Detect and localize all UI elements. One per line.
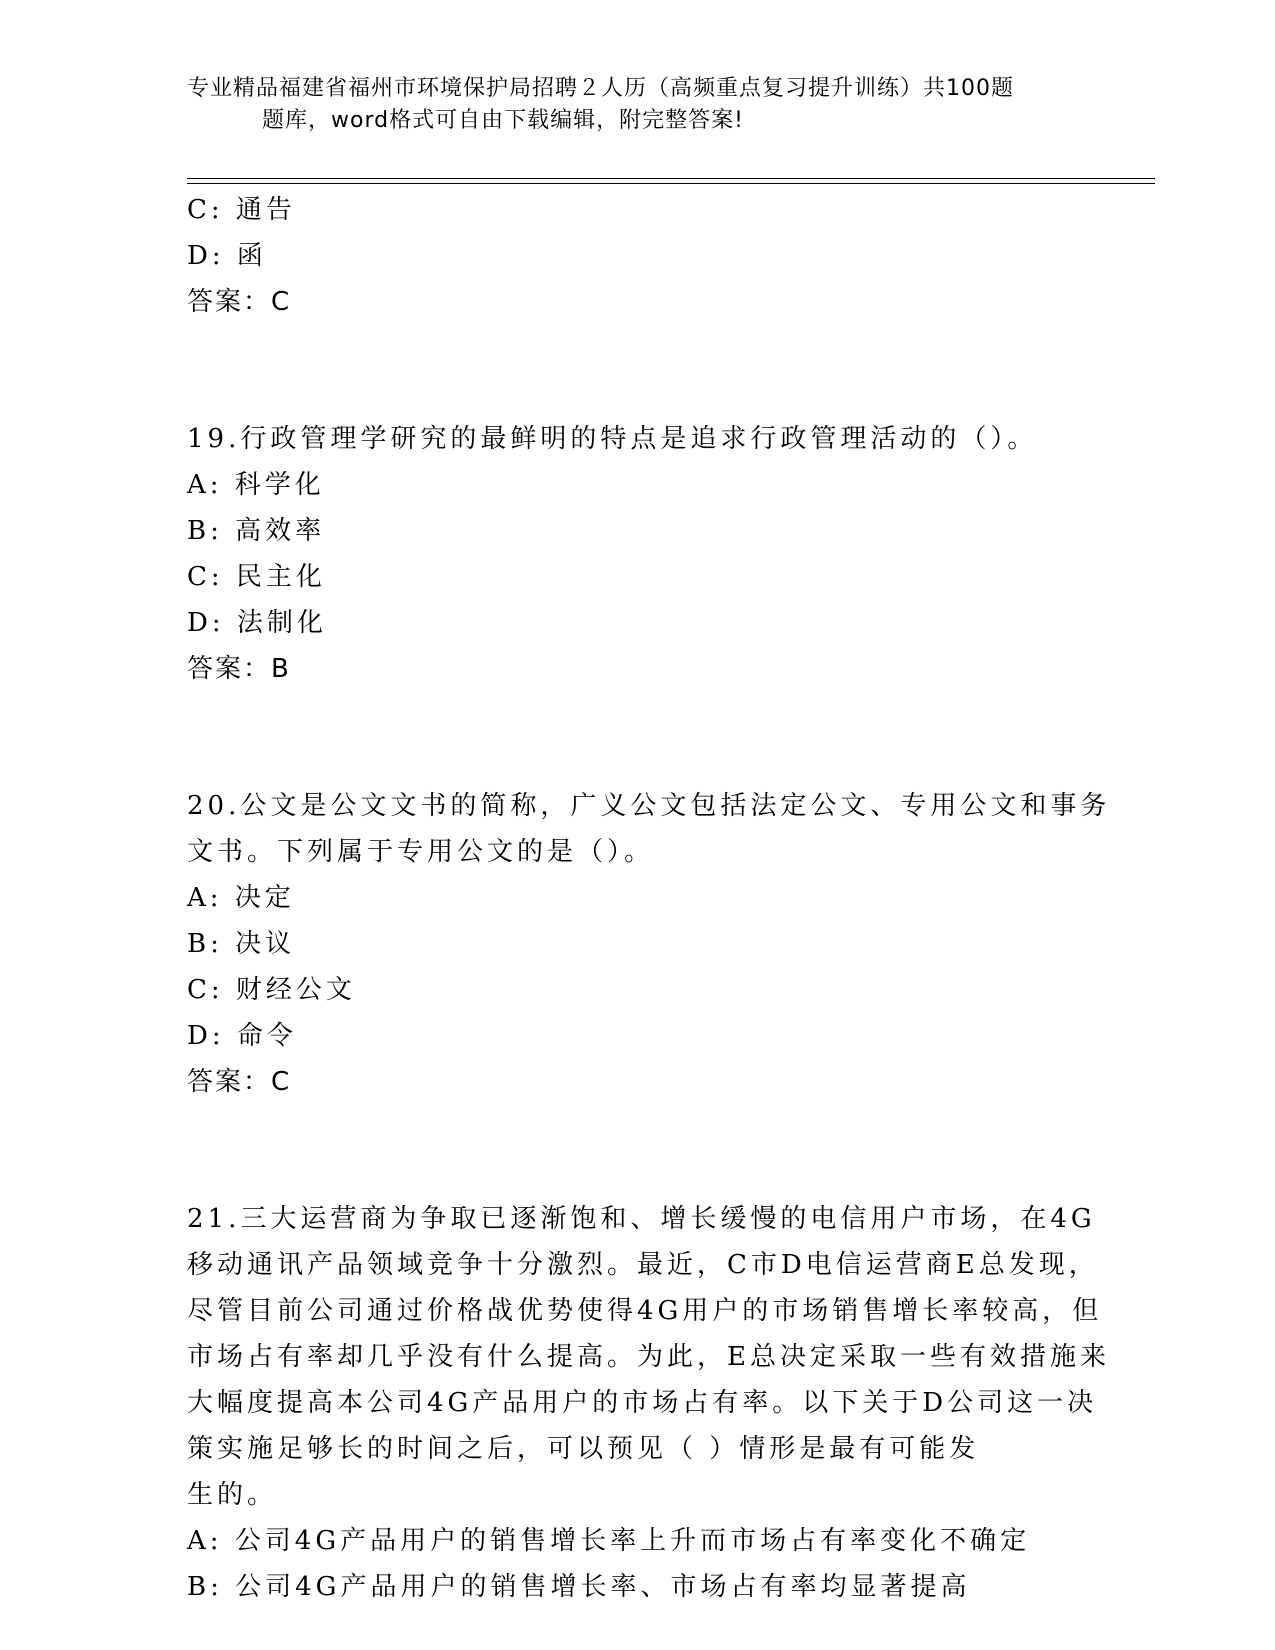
- question-stem: 尽管目前公司通过价格战优势使得4G用户的市场销售增长率较高，但: [187, 1296, 1103, 1326]
- question-stem: 19.行政管理学研究的最鲜明的特点是追求行政管理活动的（）。: [187, 424, 1038, 454]
- header-rule-thick: [187, 178, 1155, 179]
- question-18-tail: [187, 187, 1087, 325]
- header-rule-thin: [187, 183, 1155, 184]
- spacer: [187, 1105, 1087, 1196]
- document-header: [187, 73, 1087, 137]
- question-stem: 文书。下列属于专用公文的是（）。: [187, 837, 655, 867]
- answer: 答案：B: [187, 654, 291, 684]
- header-title-line-1: 专业精品福建省福州市环境保护局招聘２人历（高频重点复习提升训练）共100题: [187, 76, 1014, 101]
- option-b: B: 决议: [187, 929, 296, 959]
- question-stem: 生的。: [187, 1480, 278, 1510]
- question-stem: 市场占有率却几乎没有什么提高。为此，E总决定采取一些有效措施来: [187, 1342, 1110, 1372]
- option-a: A: 科学化: [187, 470, 325, 500]
- option-c: C: 民主化: [187, 562, 326, 592]
- question-stem: 21.三大运营商为争取已逐渐饱和、增长缓慢的电信用户市场，在4G: [187, 1204, 1096, 1234]
- question-stem: 大幅度提高本公司4G产品用户的市场占有率。以下关于D公司这一决: [187, 1388, 1098, 1418]
- option-d: D: 法制化: [187, 608, 327, 638]
- question-stem: 移动通讯产品领域竞争十分激烈。最近，C市D电信运营商E总发现，: [187, 1250, 1099, 1280]
- answer: 答案：C: [187, 1067, 292, 1097]
- option-a: A: 公司4G产品用户的销售增长率上升而市场占有率变化不确定: [187, 1526, 1031, 1556]
- question-stem: 20.公文是公文文书的简称，广义公文包括法定公文、专用公文和事务: [187, 791, 1111, 821]
- document-body: [187, 187, 1111, 1610]
- option-c: C: 财经公文: [187, 975, 356, 1005]
- question-stem: 策实施足够长的时间之后，可以预见（ ）情形是最有可能发: [187, 1434, 980, 1464]
- option-a: A: 决定: [187, 883, 295, 913]
- question-20: [187, 783, 1111, 1105]
- option-d: D: 函: [187, 241, 267, 271]
- question-19: [187, 416, 1087, 692]
- answer: 答案：C: [187, 287, 292, 317]
- option-c: C: 通告: [187, 195, 296, 225]
- header-title-line-2: 题库，word格式可自由下载编辑，附完整答案!: [262, 108, 744, 133]
- option-b: B: 高效率: [187, 516, 326, 546]
- option-b: B: 公司4G产品用户的销售增长率、市场占有率均显著提高: [187, 1572, 971, 1602]
- option-d: D: 命令: [187, 1021, 297, 1051]
- question-21: [187, 1196, 1110, 1610]
- spacer: [187, 692, 1087, 783]
- spacer: [187, 325, 1087, 416]
